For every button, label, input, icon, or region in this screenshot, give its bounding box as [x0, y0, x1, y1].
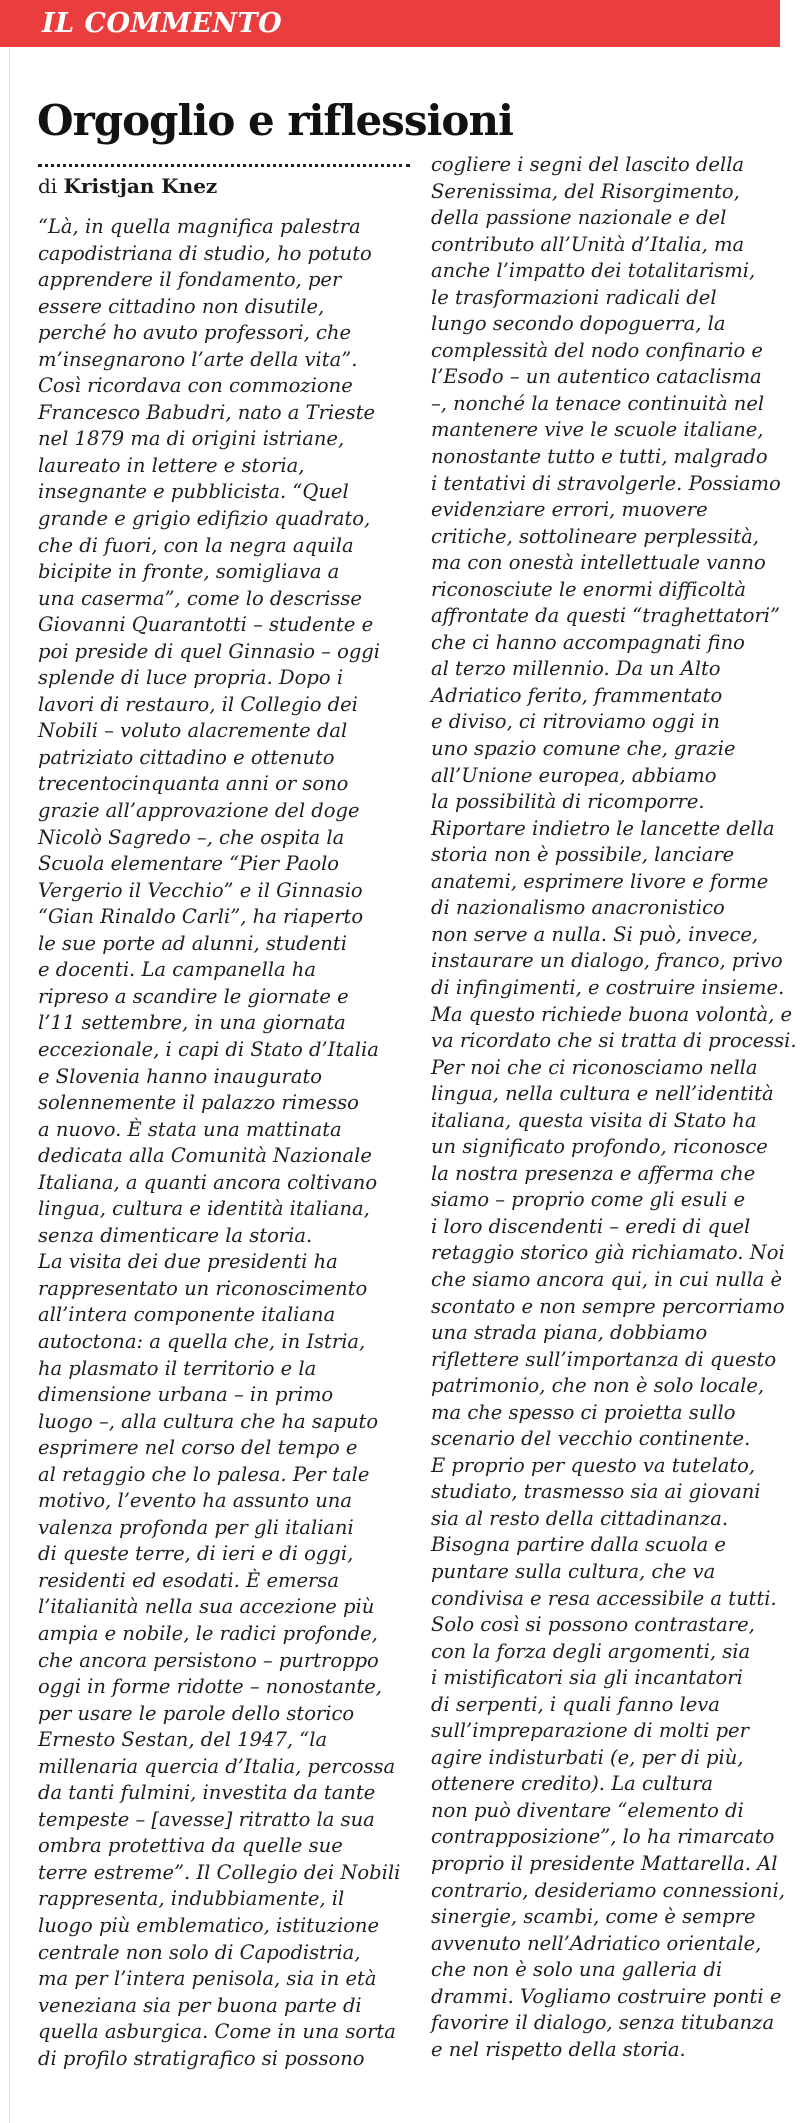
body-line: ma che spesso ci proietta sullo: [431, 1400, 736, 1424]
body-line: al retaggio che lo palesa. Per tale: [38, 1462, 370, 1486]
body-line: i mistificatori sia gli incantatori: [431, 1666, 743, 1690]
body-line: uno spazio comune che, grazie: [431, 737, 736, 761]
body-line: residenti ed esodati. È emersa: [38, 1568, 340, 1592]
body-line: La visita dei due presidenti ha: [38, 1250, 338, 1274]
body-line: ottenere credito). La cultura: [431, 1772, 714, 1796]
body-line: di queste terre, di ieri e di oggi,: [38, 1542, 354, 1566]
body-line: italiana, questa visita di Stato ha: [431, 1108, 757, 1132]
body-line: che di fuori, con la negra aquila: [38, 533, 354, 557]
body-line: bicipite in fronte, somigliava a: [38, 560, 340, 584]
body-line: che non è solo una galleria di: [431, 1958, 723, 1982]
body-line: al terzo millennio. Da un Alto: [431, 657, 721, 681]
body-line: dedicata alla Comunità Nazionale: [38, 1144, 372, 1168]
body-line: ma con onestà intellettuale vanno: [431, 551, 766, 575]
body-line: da tanti fulmini, investita da tante: [38, 1781, 376, 1805]
body-line: all’Unione europea, abbiamo: [431, 763, 717, 787]
body-line: di infingimenti, e costruire insieme.: [431, 975, 785, 999]
body-line: Italiana, a quanti ancora coltivano: [38, 1170, 378, 1194]
body-line: centrale non solo di Capodistria,: [38, 1940, 361, 1964]
body-line: “Là, in quella magnifica palestra: [38, 215, 361, 238]
body-line: “Gian Rinaldo Carli”, ha riaperto: [38, 905, 364, 929]
body-line: e nel rispetto della storia.: [431, 2037, 686, 2061]
body-line: ombra protettiva da quelle sue: [38, 1834, 343, 1858]
body-line: essere cittadino non disutile,: [38, 294, 325, 318]
body-line: poi preside di quel Ginnasio – oggi: [38, 639, 381, 663]
body-line: l’Esodo – un autentico cataclisma: [431, 365, 762, 389]
body-line: contributo all’Unità d’Italia, ma: [431, 232, 745, 256]
body-line: a nuovo. È stata una mattinata: [38, 1117, 342, 1141]
body-line: un significato profondo, riconosce: [431, 1135, 768, 1159]
body-line: agire indisturbati (e, per di più,: [431, 1745, 744, 1769]
body-line: apprendere il fondamento, per: [38, 268, 342, 292]
body-line: non può diventare “elemento di: [431, 1798, 744, 1822]
body-line: grazie all’approvazione del doge: [38, 799, 360, 823]
byline-block: [38, 164, 410, 198]
body-line: una strada piana, dobbiamo: [431, 1321, 708, 1345]
body-line: e Slovenia hanno inaugurato: [38, 1064, 323, 1088]
article-column-right: [431, 152, 809, 2063]
body-line: nonostante tutto e tutti, malgrado: [431, 445, 768, 469]
body-line: anche l’impatto dei totalitarismi,: [431, 259, 756, 283]
body-line: sinergie, scambi, come è sempre: [431, 1905, 756, 1929]
body-line: tempeste – [avesse] ritratto la sua: [38, 1807, 375, 1831]
body-line: che siamo ancora qui, in cui nulla è: [431, 1267, 783, 1291]
body-line: condivisa e resa accessibile a tutti.: [431, 1586, 777, 1610]
body-line: –, nonché la tenace continuità nel: [431, 391, 765, 415]
body-line: E proprio per questo va tutelato,: [431, 1453, 756, 1477]
body-line: Nicolò Sagredo –, che ospita la: [38, 825, 345, 849]
body-line: insegnante e pubblicista. “Quel: [38, 480, 349, 504]
body-line: nel 1879 ma di origini istriane,: [38, 427, 345, 451]
body-line: trecentocinquanta anni or sono: [38, 772, 349, 796]
body-line: studiato, trasmesso sia ai giovani: [431, 1480, 761, 1504]
body-line: patrimonio, che non è solo locale,: [431, 1374, 765, 1398]
body-line: Ernesto Sestan, del 1947, “la: [38, 1728, 328, 1752]
body-line: evidenziare errori, muovere: [431, 498, 708, 522]
body-line: lingua, cultura e identità italiana,: [38, 1197, 370, 1221]
body-line: Adriatico ferito, frammentato: [431, 683, 723, 707]
body-line: l’11 settembre, in una giornata: [38, 1011, 346, 1035]
body-line: luogo –, alla cultura che ha saputo: [38, 1409, 379, 1433]
body-line: complessità del nodo confinario e: [431, 338, 763, 362]
body-line: che ci hanno accompagnati fino: [431, 630, 745, 654]
body-line: valenza profonda per gli italiani: [38, 1515, 354, 1539]
body-line: la nostra presenza e afferma che: [431, 1161, 756, 1185]
body-line: siamo – proprio come gli esuli e: [431, 1188, 746, 1212]
body-line: motivo, l’evento ha assunto una: [38, 1489, 352, 1513]
byline-dotted-rule: [38, 164, 410, 167]
body-line: ha plasmato il territorio e la: [38, 1356, 317, 1380]
body-line: anatemi, esprimere livore e forme: [431, 869, 769, 893]
body-line: quella asburgica. Come in una sorta: [38, 2020, 396, 2044]
body-line: ampia e nobile, le radici profonde,: [38, 1621, 378, 1645]
body-line: proprio il presidente Mattarella. Al: [431, 1852, 778, 1875]
byline: [38, 174, 410, 198]
body-line: grande e grigio edifizio quadrato,: [38, 507, 371, 531]
body-line: Ma questo richiede buona volontà, e: [431, 1002, 793, 1026]
body-line: i loro discendenti – eredi di quel: [431, 1214, 751, 1238]
body-line: e diviso, ci ritroviamo oggi in: [431, 710, 720, 734]
body-line: l’italianità nella sua accezione più: [38, 1595, 375, 1619]
body-line: riflettere sull’importanza di questo: [431, 1347, 777, 1371]
body-line: le trasformazioni radicali del: [431, 285, 717, 309]
body-line: lavori di restauro, il Collegio dei: [38, 692, 358, 716]
body-line: scontato e non sempre percorriamo: [431, 1294, 785, 1318]
body-line: Così ricordava con commozione: [38, 374, 353, 398]
page-edge-divider: [9, 47, 10, 2123]
body-line: Serenissima, del Risorgimento,: [431, 179, 740, 203]
body-line: con la forza degli argomenti, sia: [431, 1639, 751, 1663]
body-line: Francesco Babudri, nato a Trieste: [38, 400, 376, 424]
section-header-bar: [0, 0, 780, 47]
body-line: Vergerio il Vecchio” e il Ginnasio: [38, 878, 363, 902]
body-line: scenario del vecchio continente.: [431, 1427, 751, 1451]
body-line: oggi in forme ridotte – nonostante,: [38, 1675, 382, 1699]
body-line: rappresentato un riconoscimento: [38, 1276, 368, 1300]
body-line: Bisogna partire dalla scuola e: [431, 1533, 726, 1557]
body-line: contrario, desideriamo connessioni,: [431, 1878, 785, 1902]
body-line: Nobili – voluto alacremente dal: [38, 719, 348, 743]
body-line: per usare le parole dello storico: [38, 1701, 355, 1725]
body-line: le sue porte ad alunni, studenti: [38, 931, 347, 955]
body-line: Per noi che ci riconosciamo nella: [431, 1055, 758, 1079]
body-line: Riportare indietro le lancette della: [431, 816, 775, 840]
body-line: una caserma”, come lo descrisse: [38, 586, 362, 610]
body-line: i tentativi di stravolgerle. Possiamo: [431, 471, 781, 495]
body-line: millenaria quercia d’Italia, percossa: [38, 1754, 396, 1778]
body-line: laureato in lettere e storia,: [38, 453, 305, 477]
body-line: luogo più emblematico, istituzione: [38, 1914, 380, 1937]
body-line: drammi. Vogliamo costruire ponti e: [431, 1984, 782, 2008]
body-line: retaggio storico già richiamato. Noi: [431, 1241, 785, 1265]
body-line: affrontate da questi “traghettatori”: [431, 604, 781, 628]
body-line: di serpenti, i quali fanno leva: [431, 1692, 720, 1716]
body-line: dimensione urbana – in primo: [38, 1383, 334, 1407]
body-line: storia non è possibile, lanciare: [431, 843, 735, 867]
body-line: riconosciute le enormi difficoltà: [431, 577, 747, 601]
body-line: splende di luce propria. Dopo i: [38, 666, 344, 690]
body-line: va ricordato che si tratta di processi.: [431, 1029, 797, 1053]
body-line: ma per l’intera penisola, sia in età: [38, 1967, 377, 1991]
body-line: mantenere vive le scuole italiane,: [431, 418, 764, 442]
body-line: cogliere i segni del lascito della: [431, 153, 745, 176]
body-line: veneziana sia per buona parte di: [38, 1993, 362, 2017]
body-line: lingua, nella cultura e nell’identità: [431, 1082, 774, 1106]
article-title: Orgoglio e riflessioni: [37, 96, 513, 146]
body-line: favorire il dialogo, senza titubanza: [431, 2011, 775, 2035]
body-line: contrapposizione”, lo ha rimarcato: [431, 1825, 775, 1849]
byline-prefix: di: [38, 174, 58, 198]
body-line: e docenti. La campanella ha: [38, 958, 316, 982]
body-line: solennemente il palazzo rimesso: [38, 1091, 359, 1115]
body-line: terre estreme”. Il Collegio dei Nobili: [38, 1860, 401, 1884]
section-kicker-label: IL COMMENTO: [42, 8, 283, 39]
body-line: m’insegnarono l’arte della vita”.: [38, 347, 358, 371]
body-line: eccezionale, i capi di Stato d’Italia: [38, 1037, 379, 1061]
body-line: patriziato cittadino e ottenuto: [38, 745, 335, 769]
body-line: instaurare un dialogo, franco, privo: [431, 949, 783, 973]
body-line: sull’impreparazione di molti per: [431, 1719, 749, 1743]
body-line: perché ho avuto professori, che: [38, 321, 352, 345]
body-line: la possibilità di ricomporre.: [431, 790, 705, 814]
body-line: esprimere nel corso del tempo e: [38, 1436, 358, 1460]
body-line: Solo così si possono contrastare,: [431, 1613, 755, 1637]
body-line: Giovanni Quarantotti – studente e: [38, 613, 374, 637]
body-line: di profilo stratigrafico si possono: [38, 2046, 365, 2070]
body-line: lungo secondo dopoguerra, la: [431, 312, 726, 336]
body-line: Scuola elementare “Pier Paolo: [38, 852, 340, 876]
body-line: di nazionalismo anacronistico: [431, 896, 725, 920]
body-line: puntare sulla cultura, che va: [431, 1559, 716, 1583]
body-line: ripreso a scandire le giornate e: [38, 984, 349, 1008]
body-line: all’intera componente italiana: [38, 1303, 336, 1327]
body-line: capodistriana di studio, ho potuto: [38, 241, 372, 265]
body-line: avvenuto nell’Adriatico orientale,: [431, 1931, 762, 1955]
body-line: della passione nazionale e del: [431, 206, 727, 230]
body-line: che ancora persistono – purtroppo: [38, 1648, 379, 1672]
body-line: critiche, sottolineare perplessità,: [431, 524, 759, 548]
body-line: rappresenta, indubbiamente, il: [38, 1887, 345, 1911]
body-line: senza dimenticare la storia.: [38, 1223, 313, 1247]
article-column-left: [38, 214, 418, 2072]
body-line: non serve a nulla. Si può, invece,: [431, 922, 759, 946]
body-line: sia al resto della cittadinanza.: [431, 1506, 729, 1530]
byline-author: Kristjan Knez: [63, 174, 218, 198]
body-line: autoctona: a quella che, in Istria,: [38, 1329, 366, 1353]
